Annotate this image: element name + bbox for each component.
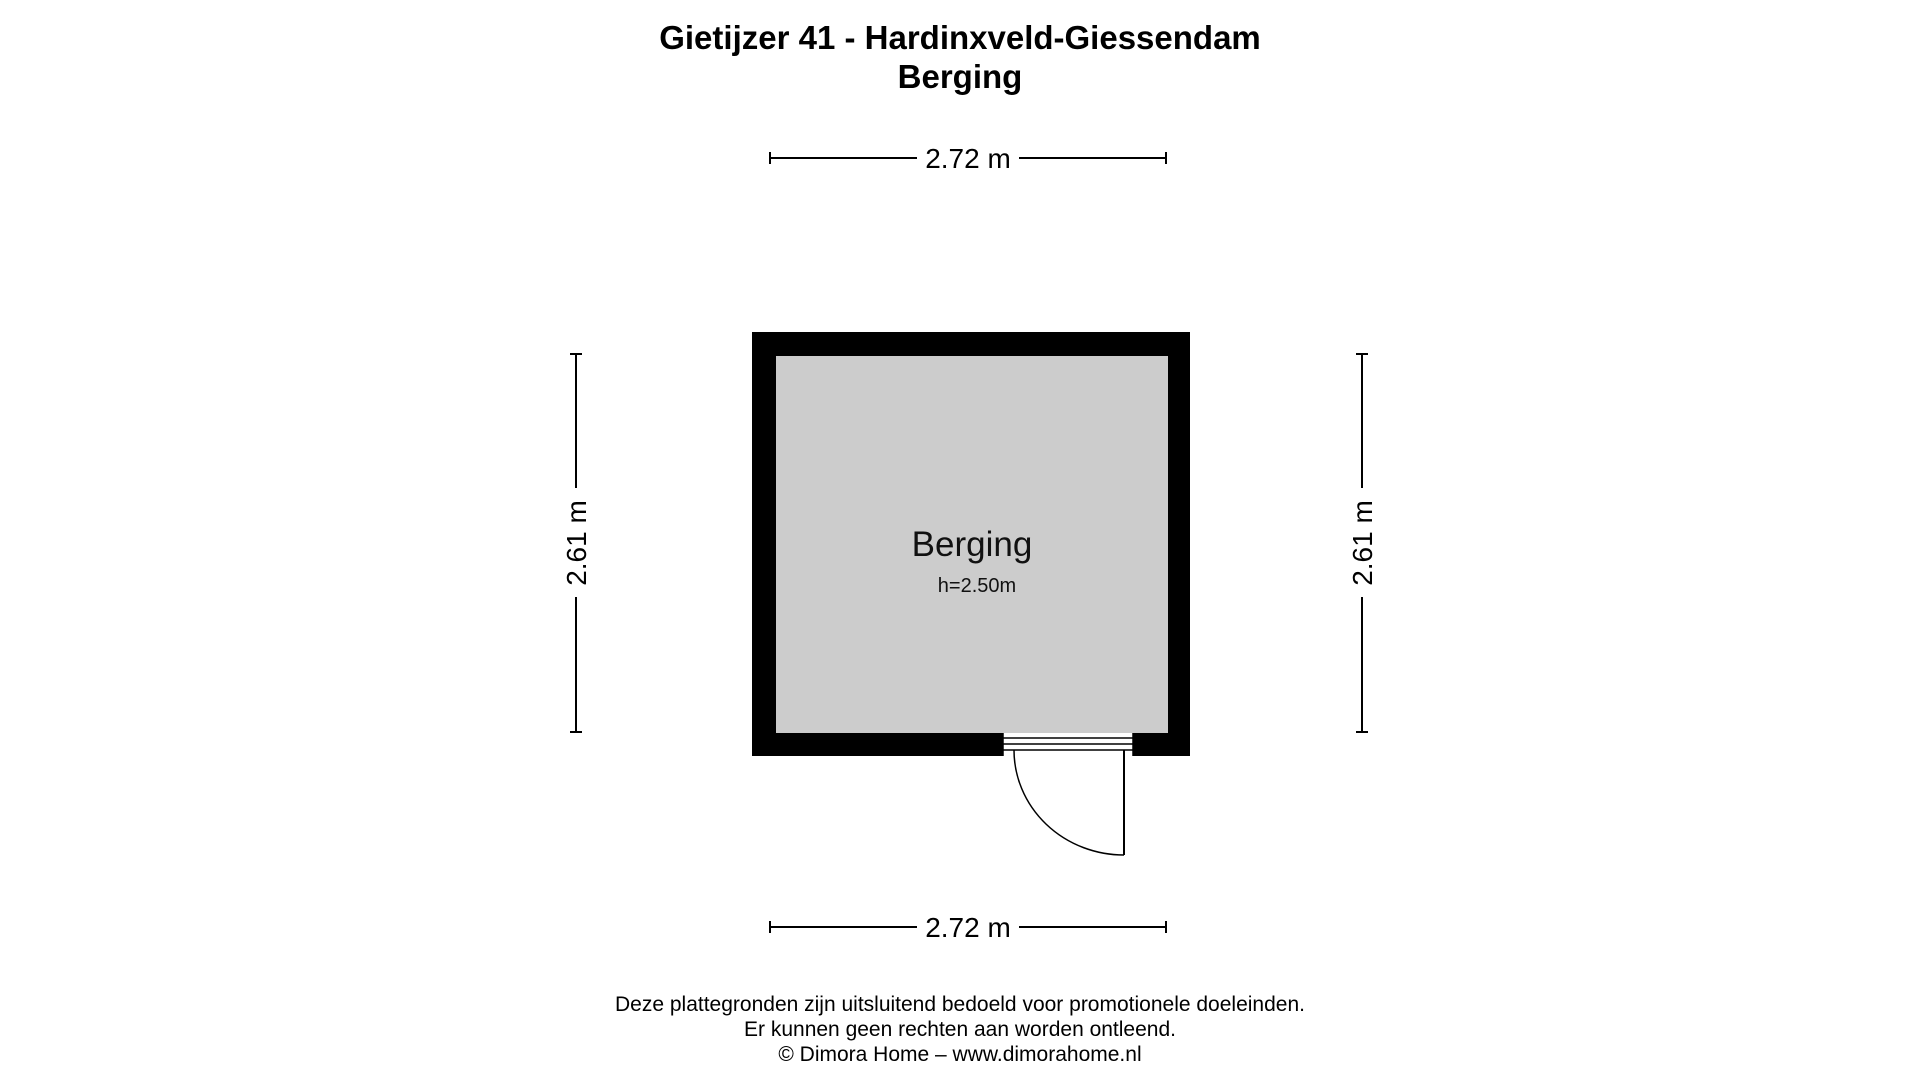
disclaimer-line-2: Er kunnen geen rechten aan worden ontleend. [744, 1018, 1176, 1041]
dimension-bottom-label: 2.72 m [925, 912, 1011, 943]
door-swing-arc [1014, 750, 1124, 855]
dimension-top [770, 143, 1166, 174]
copyright-line: © Dimora Home – www.dimorahome.nl [778, 1043, 1142, 1066]
room-name-label: Berging [911, 525, 1033, 564]
dimension-left [561, 354, 592, 732]
dimension-top-label: 2.72 m [925, 143, 1011, 174]
dimension-bottom [770, 912, 1166, 943]
dimension-left-label: 2.61 m [561, 500, 592, 586]
plan-subtitle: Berging [897, 58, 1023, 95]
dimension-right-label: 2.61 m [1347, 500, 1378, 586]
room-berging [752, 332, 1190, 855]
room-height-label: h=2.50m [937, 575, 1017, 597]
disclaimer-line-1: Deze plattegronden zijn uitsluitend bedoeld voor promotionele doeleinden. [615, 993, 1305, 1016]
plan-title: Gietijzer 41 - Hardinxveld-Giessendam [659, 19, 1261, 56]
dimension-right [1347, 354, 1378, 732]
